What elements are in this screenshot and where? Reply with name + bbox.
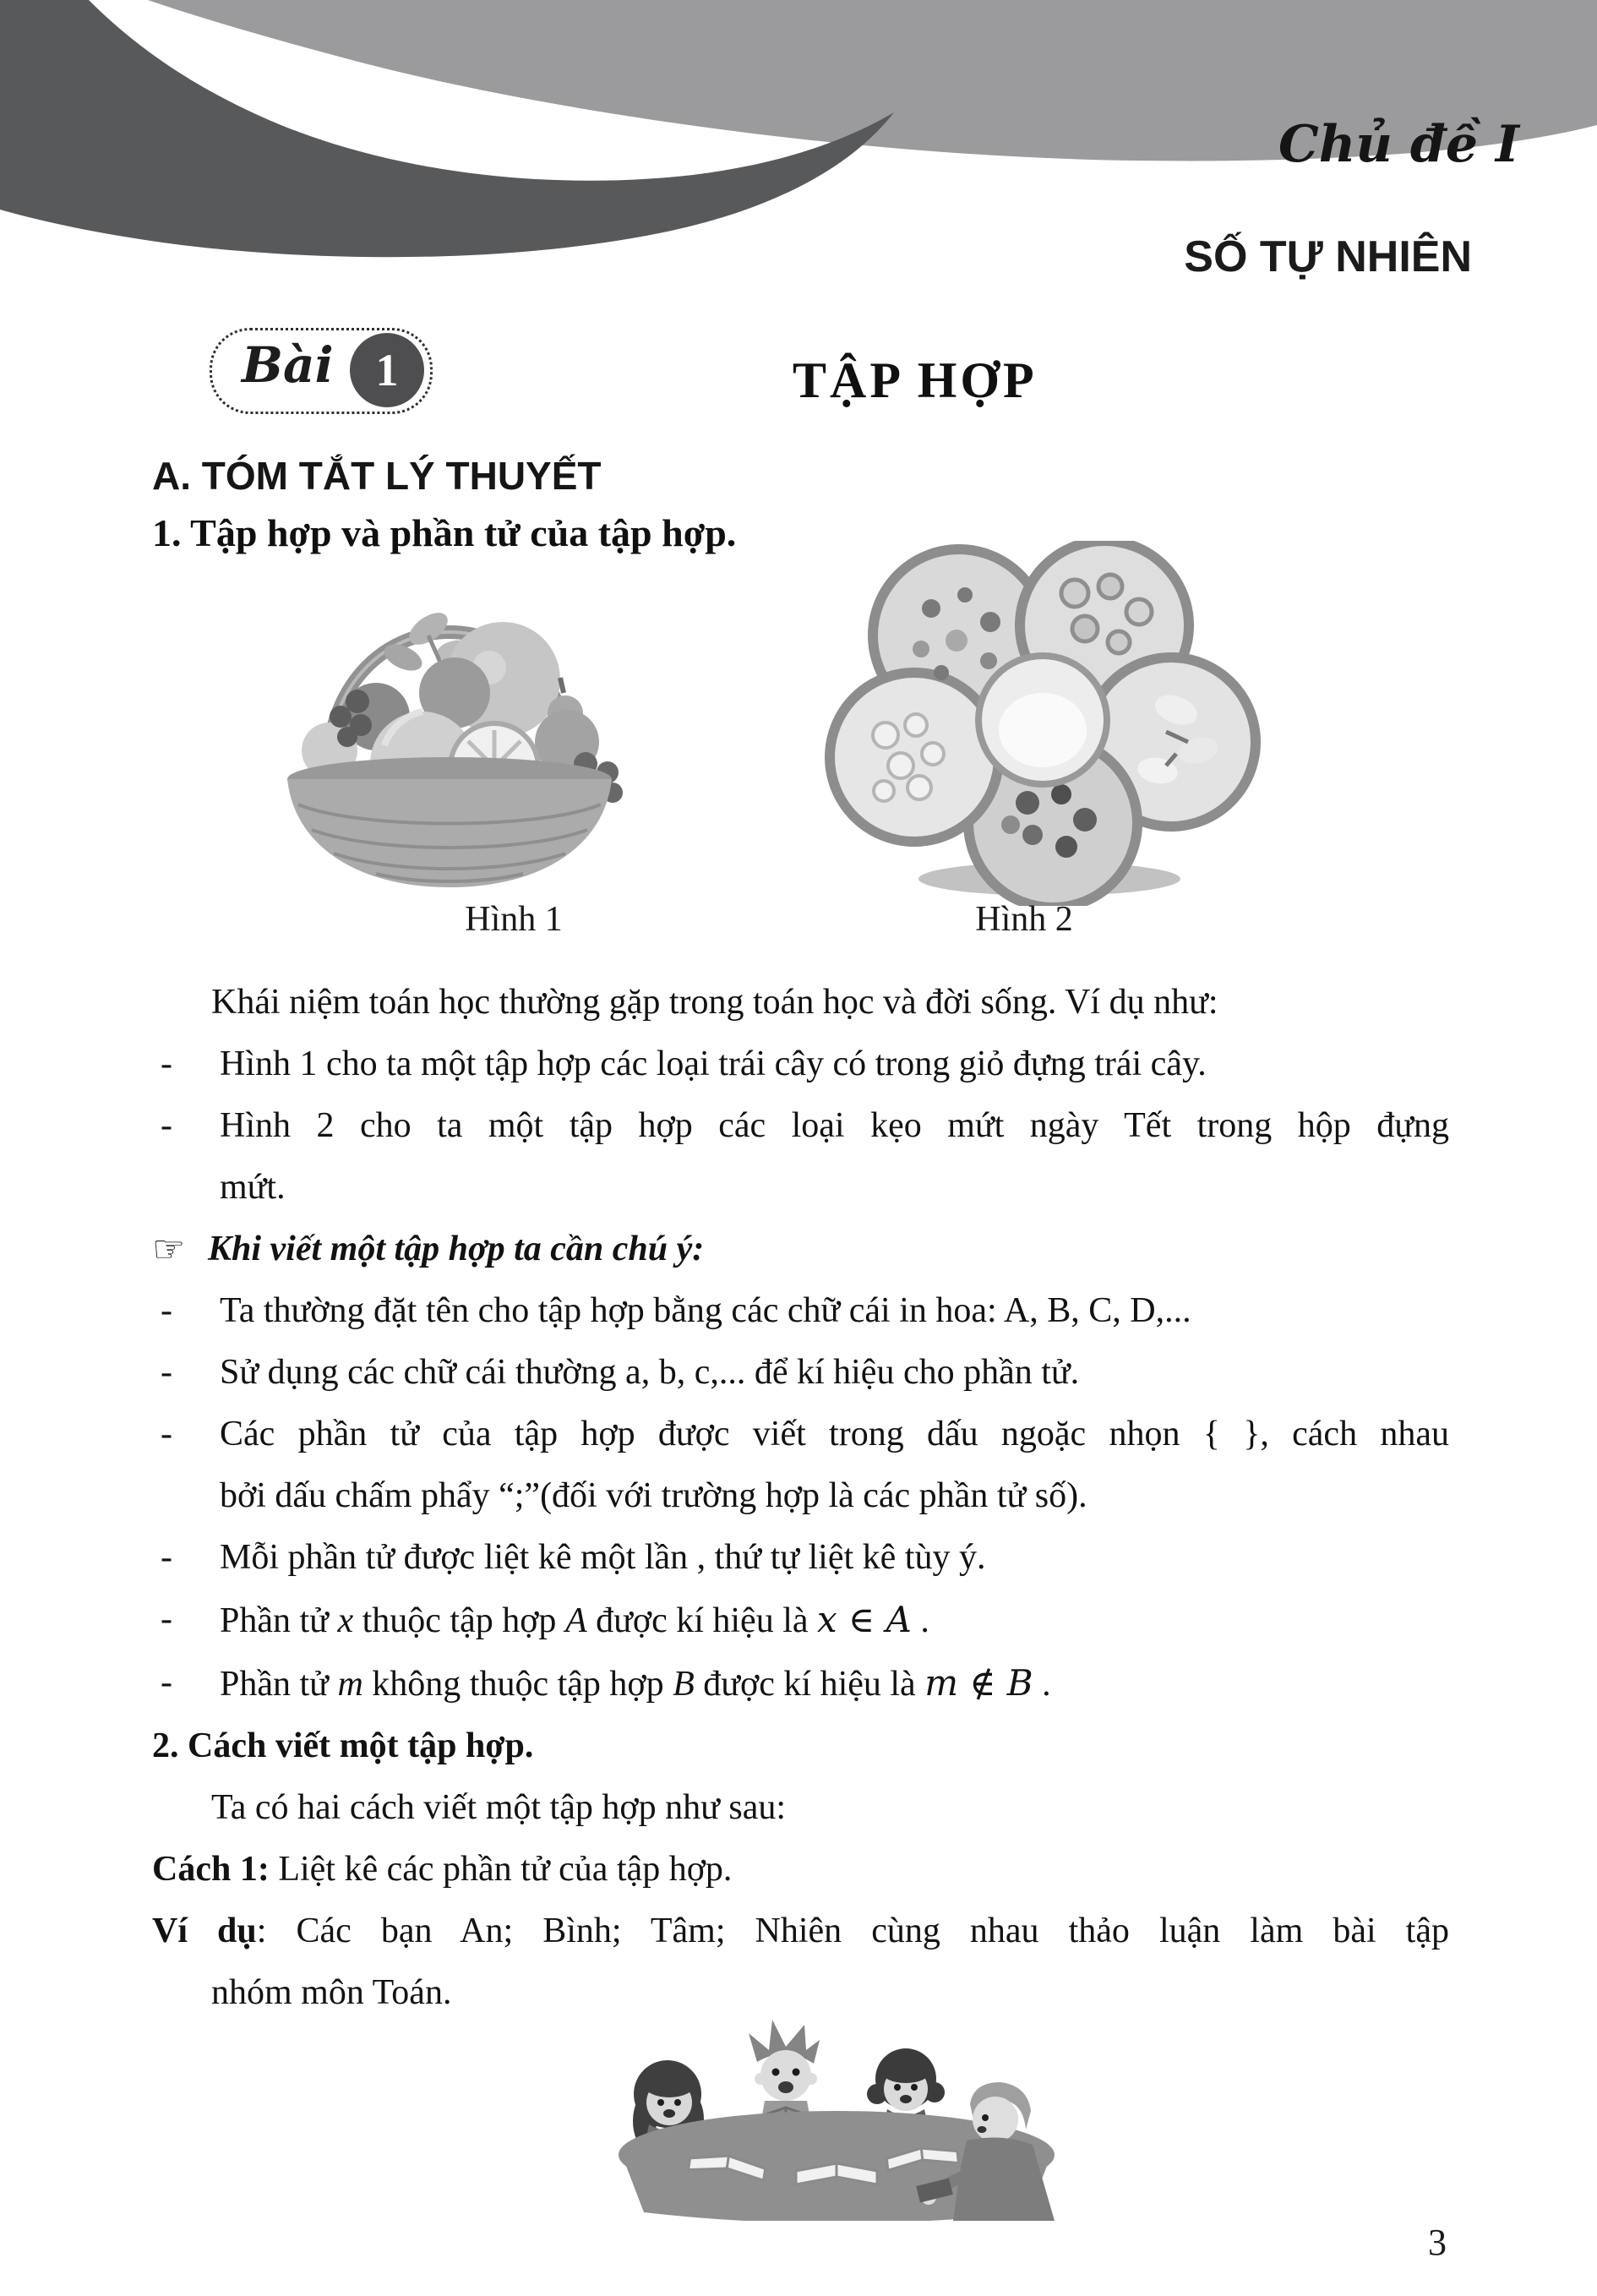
body-text [152,972,1449,2024]
bullet-dash: - [161,1291,172,1330]
lesson-number-circle: 1 [350,333,424,407]
example-text: : Các bạn An; Bình; Tâm; Nhiên cùng nhau thảo luận làm bài tập [256,1912,1449,1950]
bullet-dash: - [161,1600,172,1639]
bullet-dash: - [161,1663,172,1702]
lesson-badge-label: Bài [242,336,334,394]
figure-1-caption: Hình 1 [465,900,563,939]
list-item-text: Sử dụng các chữ cái thường a, b, c,... để kí hiệu cho phần tử. [220,1353,1080,1392]
note-row [152,1219,1449,1280]
text-segment: . [1033,1665,1051,1704]
subsection-1-heading: 1. Tập hợp và phần tử của tập hợp. [152,511,737,554]
lesson-title: TẬP HỢP [793,352,1038,408]
math-variable: A [564,1601,587,1640]
list-item-element-in-set [152,1589,1449,1652]
pointing-hand-icon: ☞ [152,1228,186,1271]
list-item-text [220,1095,1449,1219]
math-variable: x [337,1601,354,1640]
section-a-heading: A. TÓM TẮT LÝ THUYẾT [152,454,602,498]
bullet-dash: - [161,1415,172,1453]
list-item [152,1527,1449,1589]
method-1-text: Liệt kê các phần tử của tập hợp. [269,1850,733,1889]
list-item-text: Hình 1 cho ta một tập hợp các loại trái cây có trong giỏ đựng trái cây. [220,1044,1207,1083]
example-block [152,1901,1449,2024]
figure-2-caption: Hình 2 [975,900,1073,939]
method-1-line [152,1839,1449,1901]
bullet-dash: - [161,1106,172,1145]
example-continuation: nhóm môn Toán. [211,1973,452,2012]
list-item [152,1280,1449,1342]
list-item-text: Ta thường đặt tên cho tập hợp bằng các chữ cái in hoa: A, B, C, D,... [220,1291,1191,1330]
list-item-text [220,1652,1449,1715]
topic-label: Chủ đề I [1278,115,1519,174]
list-item-text [220,1589,1449,1652]
math-expression: x ∈ A [817,1599,912,1640]
intro-paragraph: Khái niệm toán học thường gặp trong toán học và đời sống. Ví dụ như: [211,983,1218,1022]
text-segment: được kí hiệu là [694,1665,925,1704]
example-label: Ví dụ [152,1912,257,1950]
lesson-badge [210,328,473,414]
text-segment: . [911,1601,929,1640]
text-segment: Phần tử [220,1601,338,1640]
text-segment: không thuộc tập hợp [362,1665,673,1704]
math-variable: m [337,1665,363,1704]
text-segment: thuộc tập hợp [353,1601,565,1640]
topic-title: SỐ TỰ NHIÊN [1184,232,1472,281]
list-item [152,1342,1449,1404]
example-line [152,1901,1449,1962]
list-item [152,1404,1449,1527]
bullet-dash: - [161,1538,172,1577]
method-1-label: Cách 1: [152,1850,270,1889]
children-studying-illustration [591,2010,1065,2221]
paragraph: Ta có hai cách viết một tập hợp như sau: [211,1788,786,1827]
math-variable: B [673,1665,695,1704]
list-item [152,1095,1449,1219]
tet-candy-box-icon [821,541,1261,906]
bullet-dash: - [161,1044,172,1083]
line: Hình 2 cho ta một tập hợp các loại kẹo mứt ngày Tết trong hộp đựng [220,1106,1449,1145]
page-number: 3 [1428,2222,1447,2263]
line: Các phần tử của tập hợp được viết trong dấu ngoặc nhọn { }, cách nhau [220,1415,1449,1453]
fruit-basket-icon [249,551,651,893]
note-text: Khi viết một tập hợp ta cần chú ý: [208,1230,705,1268]
list-item [152,1033,1449,1095]
text-segment: được kí hiệu là [586,1601,817,1640]
subsection-2-heading: 2. Cách viết một tập hợp. [152,1726,534,1765]
list-item-text: Mỗi phần tử được liệt kê một lần , thứ tự liệt kê tùy ý. [220,1538,986,1577]
list-item-element-not-in-set [152,1652,1449,1715]
text-segment: Phần tử [220,1665,338,1704]
line: bởi dấu chấm phẩy “;”(đối với trường hợp là các phần tử số). [220,1476,1087,1515]
math-expression: m ∉ B [924,1662,1033,1704]
list-item-text [220,1404,1449,1527]
line: mứt. [220,1168,286,1207]
bullet-dash: - [161,1353,172,1392]
